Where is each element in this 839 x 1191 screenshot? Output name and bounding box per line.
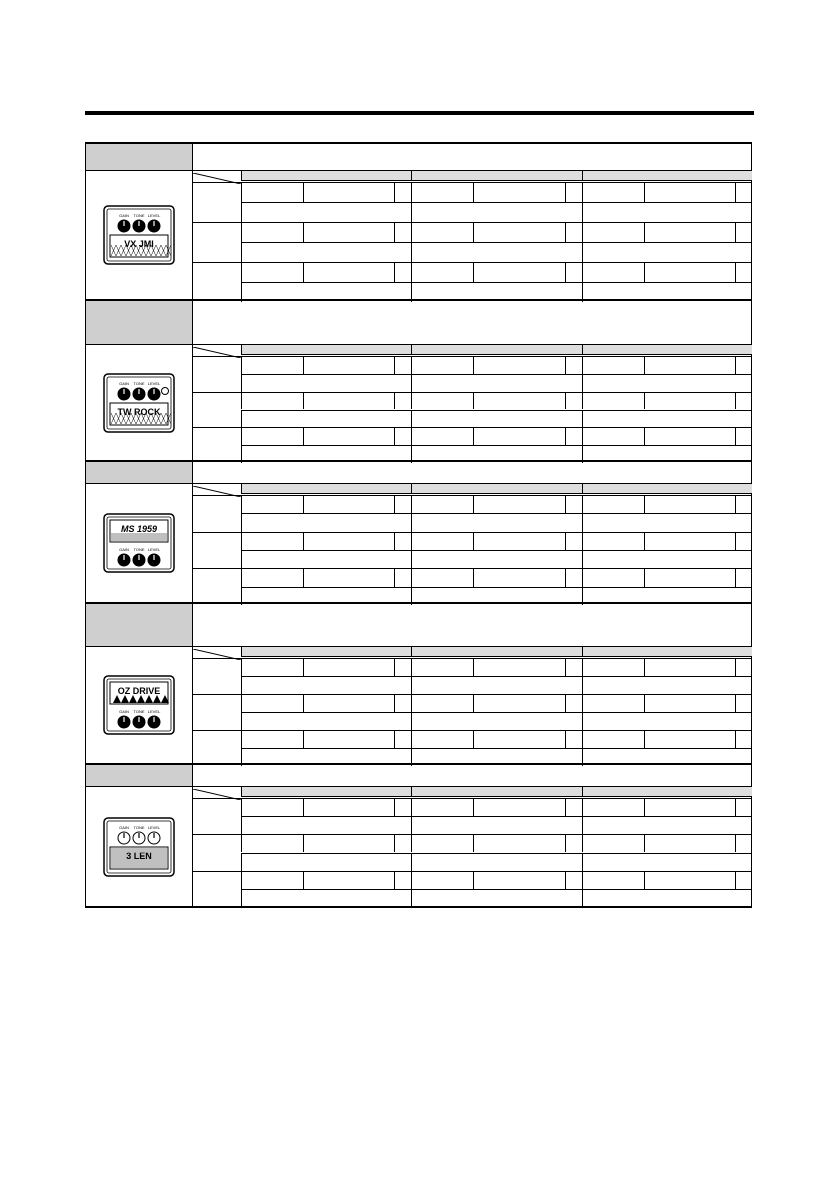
effect-name	[86, 301, 192, 307]
parameter-value-cell	[411, 495, 473, 513]
parameter-desc-cell	[411, 676, 581, 694]
parameter-desc-cell	[411, 513, 581, 531]
parameter-desc-cell	[241, 410, 411, 428]
row-label-cell	[193, 495, 241, 532]
effect-description	[193, 462, 752, 483]
knob-label: LEVEL	[147, 213, 161, 218]
column-header	[411, 787, 581, 797]
parameter-value-cell	[565, 356, 582, 374]
knob-label: GAIN	[119, 709, 129, 714]
row-label-cell	[193, 568, 241, 605]
parameter-value-cell	[735, 658, 752, 676]
knob-label: TONE	[133, 824, 145, 830]
parameter-value-cell	[473, 262, 564, 282]
parameter-value-cell	[565, 495, 582, 513]
parameter-value-cell	[394, 798, 411, 816]
parameter-desc-cell	[582, 445, 752, 463]
parameter-value-cell	[411, 834, 473, 852]
parameter-value-cell	[303, 222, 394, 242]
parameter-value-cell	[394, 834, 411, 852]
parameter-desc-cell	[411, 853, 581, 871]
effect-block	[85, 144, 752, 301]
parameter-value-cell	[582, 730, 644, 748]
parameter-value-cell	[411, 658, 473, 676]
column-header	[241, 787, 411, 797]
pedal-icon	[103, 817, 175, 877]
row-label-cell	[193, 427, 241, 463]
parameter-desc-cell	[241, 202, 411, 222]
parameter-value-cell	[735, 262, 752, 282]
knob-label: LEVEL	[147, 824, 161, 830]
parameter-value-cell	[735, 532, 752, 550]
parameter-value-cell	[735, 427, 752, 445]
parameter-value-cell	[735, 356, 752, 374]
parameter-value-cell	[735, 694, 752, 712]
knob-label: TONE	[133, 213, 145, 218]
parameter-value-cell	[735, 834, 752, 852]
parameter-desc-cell	[411, 374, 581, 392]
pedal-name-label: OZ DRIVE	[117, 686, 161, 696]
parameter-value-cell	[473, 392, 564, 410]
parameter-value-cell	[411, 427, 473, 445]
parameter-desc-cell	[411, 816, 581, 834]
parameter-value-cell	[394, 495, 411, 513]
knob-label: TONE	[133, 380, 145, 386]
parameter-value-cell	[644, 834, 735, 852]
parameter-value-cell	[582, 532, 644, 550]
parameter-value-cell	[644, 262, 735, 282]
parameter-value-cell	[473, 871, 564, 889]
column-header	[411, 647, 581, 657]
parameter-value-cell	[303, 495, 394, 513]
row-label-cell	[193, 834, 241, 870]
corner-diagonal	[193, 345, 241, 356]
parameter-desc-cell	[241, 282, 411, 302]
parameter-value-cell	[582, 798, 644, 816]
parameter-value-cell	[303, 427, 394, 445]
parameter-desc-cell	[582, 242, 752, 262]
parameter-desc-cell	[241, 550, 411, 568]
knob-label: GAIN	[119, 824, 129, 830]
parameter-value-cell	[411, 222, 473, 242]
parameter-value-cell	[411, 694, 473, 712]
parameter-desc-cell	[241, 676, 411, 694]
parameter-value-cell	[735, 222, 752, 242]
column-header	[241, 484, 411, 494]
parameter-value-cell	[644, 392, 735, 410]
parameter-value-cell	[411, 798, 473, 816]
parameter-value-cell	[735, 730, 752, 748]
pedal-name-label: TW ROCK	[117, 406, 161, 417]
parameter-value-cell	[582, 427, 644, 445]
effect-block	[85, 765, 752, 906]
parameter-value-cell	[473, 495, 564, 513]
row-label-cell	[193, 694, 241, 730]
parameter-value-cell	[473, 427, 564, 445]
parameter-value-cell	[565, 427, 582, 445]
parameter-value-cell	[241, 834, 303, 852]
parameter-value-cell	[565, 222, 582, 242]
corner-diagonal	[193, 787, 241, 798]
parameter-value-cell	[303, 356, 394, 374]
effect-image-cell	[85, 344, 193, 460]
parameter-value-cell	[582, 658, 644, 676]
parameter-value-cell	[241, 871, 303, 889]
parameter-value-cell	[473, 182, 564, 202]
effect-block	[85, 462, 752, 604]
parameter-desc-cell	[241, 712, 411, 730]
parameter-desc-cell	[582, 374, 752, 392]
effect-description	[193, 765, 752, 786]
effect-image-cell	[85, 786, 193, 906]
parameter-value-cell	[644, 356, 735, 374]
parameter-desc-cell	[582, 676, 752, 694]
parameter-desc-cell	[411, 889, 581, 907]
row-label-cell	[193, 182, 241, 222]
parameter-value-cell	[582, 568, 644, 586]
column-header	[411, 345, 581, 355]
pedal-icon	[103, 373, 175, 433]
effect-description	[193, 144, 752, 170]
corner-diagonal	[193, 171, 241, 182]
parameter-desc-cell	[582, 712, 752, 730]
parameter-value-cell	[394, 427, 411, 445]
parameter-desc-cell	[411, 410, 581, 428]
parameter-value-cell	[394, 871, 411, 889]
effect-image-cell	[85, 483, 193, 602]
parameter-value-cell	[303, 568, 394, 586]
pedal-icon	[103, 675, 175, 735]
parameter-value-cell	[565, 834, 582, 852]
parameter-value-cell	[411, 871, 473, 889]
row-label-cell	[193, 532, 241, 569]
parameter-desc-cell	[582, 282, 752, 302]
parameter-value-cell	[644, 871, 735, 889]
pedal-icon	[103, 205, 175, 265]
parameter-value-cell	[411, 532, 473, 550]
row-label-cell	[193, 871, 241, 907]
effect-name-cell	[85, 765, 193, 786]
led-icon	[162, 387, 169, 394]
parameter-value-cell	[394, 222, 411, 242]
parameter-value-cell	[303, 392, 394, 410]
column-header	[582, 345, 752, 355]
parameter-desc-cell	[411, 550, 581, 568]
parameter-desc-cell	[241, 374, 411, 392]
effect-name	[86, 144, 192, 150]
parameter-value-cell	[582, 182, 644, 202]
parameter-value-cell	[582, 871, 644, 889]
parameter-value-cell	[411, 730, 473, 748]
parameter-value-cell	[644, 694, 735, 712]
knob-label: TONE	[133, 709, 145, 714]
knob-label: GAIN	[119, 380, 129, 386]
knob-label: GAIN	[119, 547, 129, 552]
parameter-value-cell	[411, 356, 473, 374]
effect-name-cell	[85, 301, 193, 344]
knob-label: GAIN	[119, 213, 129, 218]
parameter-value-cell	[394, 658, 411, 676]
parameter-value-cell	[582, 694, 644, 712]
parameter-value-cell	[303, 798, 394, 816]
column-header	[582, 647, 752, 657]
parameter-value-cell	[473, 798, 564, 816]
parameter-value-cell	[473, 834, 564, 852]
parameter-value-cell	[394, 694, 411, 712]
parameter-value-cell	[303, 871, 394, 889]
parameter-value-cell	[394, 356, 411, 374]
parameter-value-cell	[303, 532, 394, 550]
parameter-desc-cell	[411, 587, 581, 605]
parameter-value-cell	[411, 568, 473, 586]
parameter-value-cell	[644, 182, 735, 202]
effect-name-cell	[85, 604, 193, 646]
parameter-value-cell	[303, 262, 394, 282]
parameter-desc-cell	[582, 816, 752, 834]
parameter-value-cell	[303, 658, 394, 676]
parameter-value-cell	[303, 694, 394, 712]
parameter-desc-cell	[582, 410, 752, 428]
parameter-desc-cell	[241, 816, 411, 834]
row-label-cell	[193, 658, 241, 694]
parameter-desc-cell	[582, 202, 752, 222]
parameter-desc-cell	[411, 748, 581, 766]
row-label-cell	[193, 730, 241, 766]
parameter-desc-cell	[411, 445, 581, 463]
row-label-cell	[193, 222, 241, 262]
parameter-value-cell	[241, 658, 303, 676]
parameter-desc-cell	[241, 242, 411, 262]
parameter-value-cell	[473, 568, 564, 586]
parameter-value-cell	[644, 495, 735, 513]
parameter-desc-cell	[411, 712, 581, 730]
parameter-value-cell	[473, 730, 564, 748]
row-label-cell	[193, 798, 241, 834]
parameter-value-cell	[241, 495, 303, 513]
column-header	[582, 787, 752, 797]
parameter-value-cell	[565, 392, 582, 410]
parameter-value-cell	[473, 658, 564, 676]
parameter-value-cell	[582, 222, 644, 242]
row-label-cell	[193, 262, 241, 302]
parameter-desc-cell	[241, 748, 411, 766]
parameter-value-cell	[473, 694, 564, 712]
column-header	[582, 484, 752, 494]
parameter-value-cell	[394, 568, 411, 586]
parameter-value-cell	[644, 730, 735, 748]
parameter-value-cell	[582, 262, 644, 282]
parameter-value-cell	[241, 356, 303, 374]
parameter-value-cell	[241, 694, 303, 712]
parameter-value-cell	[394, 392, 411, 410]
parameter-value-cell	[241, 262, 303, 282]
parameter-value-cell	[303, 182, 394, 202]
effect-name-cell	[85, 462, 193, 483]
effect-name	[86, 462, 192, 468]
parameter-value-cell	[565, 871, 582, 889]
parameter-value-cell	[735, 568, 752, 586]
effect-description	[193, 301, 752, 344]
parameter-value-cell	[241, 182, 303, 202]
parameter-desc-cell	[241, 853, 411, 871]
parameter-desc-cell	[241, 513, 411, 531]
row-label-cell	[193, 392, 241, 428]
title-rule	[85, 111, 754, 115]
column-header	[241, 345, 411, 355]
parameter-desc-cell	[411, 282, 581, 302]
parameter-value-cell	[582, 356, 644, 374]
pedal-icon	[103, 513, 175, 573]
effect-image-cell	[85, 170, 193, 299]
knob-label: TONE	[133, 547, 145, 552]
pedal-name-label: MS 1959	[120, 524, 158, 534]
parameter-value-cell	[303, 834, 394, 852]
parameter-value-cell	[411, 262, 473, 282]
knob-label: LEVEL	[147, 709, 161, 714]
column-header	[582, 171, 752, 181]
column-header	[411, 484, 581, 494]
parameter-value-cell	[735, 182, 752, 202]
parameter-value-cell	[565, 568, 582, 586]
column-header	[411, 171, 581, 181]
parameter-value-cell	[241, 730, 303, 748]
parameter-value-cell	[394, 532, 411, 550]
column-header	[241, 171, 411, 181]
parameter-value-cell	[644, 532, 735, 550]
parameter-desc-cell	[241, 445, 411, 463]
effect-name	[86, 765, 192, 771]
parameter-value-cell	[565, 532, 582, 550]
parameter-value-cell	[241, 222, 303, 242]
parameter-grid	[193, 646, 752, 763]
parameter-value-cell	[473, 222, 564, 242]
pedal-name-label: VX JMI	[124, 239, 154, 249]
parameter-value-cell	[411, 182, 473, 202]
parameter-value-cell	[303, 730, 394, 748]
parameter-desc-cell	[582, 853, 752, 871]
parameter-value-cell	[565, 658, 582, 676]
parameter-value-cell	[565, 262, 582, 282]
parameter-value-cell	[394, 262, 411, 282]
parameter-desc-cell	[411, 242, 581, 262]
effect-block	[85, 604, 752, 765]
parameter-value-cell	[394, 730, 411, 748]
parameter-value-cell	[241, 427, 303, 445]
corner-diagonal	[193, 647, 241, 658]
parameter-value-cell	[473, 532, 564, 550]
effect-parameter-table	[85, 142, 752, 908]
parameter-desc-cell	[582, 889, 752, 907]
parameter-grid	[193, 170, 752, 299]
parameter-desc-cell	[241, 587, 411, 605]
column-header	[241, 647, 411, 657]
parameter-value-cell	[241, 392, 303, 410]
parameter-desc-cell	[241, 889, 411, 907]
parameter-value-cell	[644, 222, 735, 242]
parameter-desc-cell	[582, 513, 752, 531]
parameter-grid	[193, 483, 752, 602]
effect-name	[86, 604, 192, 610]
parameter-value-cell	[735, 392, 752, 410]
parameter-value-cell	[565, 798, 582, 816]
parameter-value-cell	[582, 495, 644, 513]
effect-block	[85, 301, 752, 462]
effect-description	[193, 604, 752, 646]
pedal-name-label: 3 LEN	[126, 850, 152, 861]
parameter-desc-cell	[582, 587, 752, 605]
knob-label: LEVEL	[147, 380, 161, 386]
parameter-value-cell	[241, 798, 303, 816]
knob-label: LEVEL	[147, 547, 161, 552]
parameter-value-cell	[411, 392, 473, 410]
row-label-cell	[193, 356, 241, 392]
parameter-value-cell	[644, 798, 735, 816]
parameter-value-cell	[582, 392, 644, 410]
parameter-desc-cell	[582, 748, 752, 766]
parameter-value-cell	[735, 495, 752, 513]
parameter-value-cell	[241, 532, 303, 550]
parameter-value-cell	[394, 182, 411, 202]
parameter-value-cell	[473, 356, 564, 374]
parameter-value-cell	[582, 834, 644, 852]
parameter-value-cell	[565, 182, 582, 202]
parameter-value-cell	[644, 658, 735, 676]
parameter-desc-cell	[582, 550, 752, 568]
parameter-value-cell	[644, 568, 735, 586]
parameter-grid	[193, 344, 752, 460]
parameter-grid	[193, 786, 752, 906]
parameter-value-cell	[644, 427, 735, 445]
parameter-value-cell	[735, 871, 752, 889]
parameter-value-cell	[565, 694, 582, 712]
parameter-value-cell	[565, 730, 582, 748]
corner-diagonal	[193, 484, 241, 495]
parameter-value-cell	[735, 798, 752, 816]
effect-name-cell	[85, 144, 193, 170]
parameter-desc-cell	[411, 202, 581, 222]
parameter-value-cell	[241, 568, 303, 586]
effect-image-cell	[85, 646, 193, 763]
